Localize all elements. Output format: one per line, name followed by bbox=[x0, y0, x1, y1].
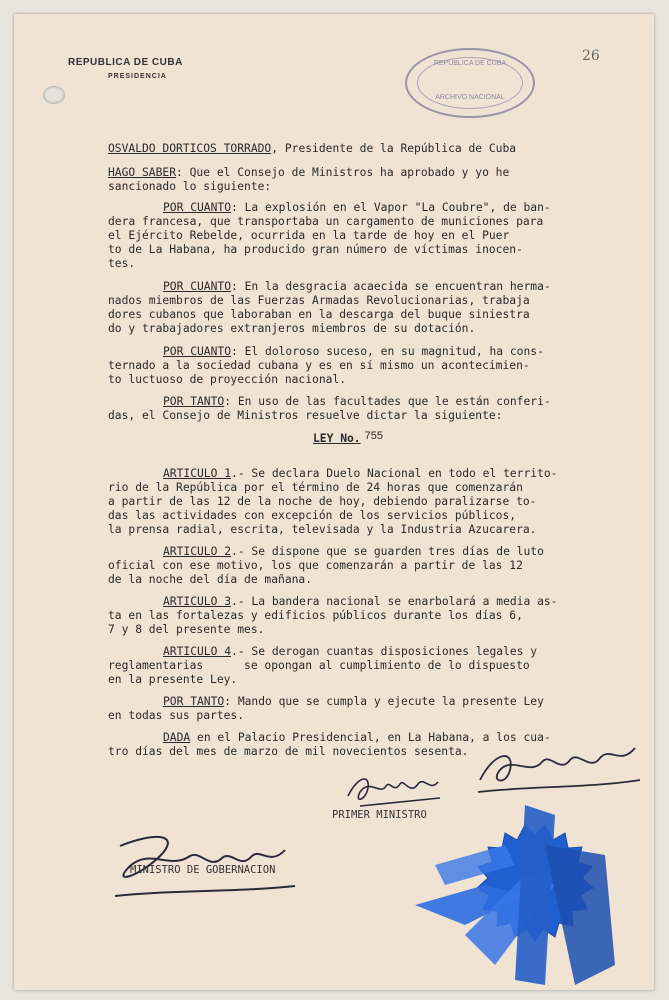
text-line: oficial con ese motivo, los que comenzarán a partir de las 12 bbox=[108, 559, 523, 572]
text-line: POR CUANTO: El doloroso suceso, en su magnitud, ha cons- bbox=[163, 345, 544, 358]
text-line: POR CUANTO: En la desgracia acaecida se encuentran herma- bbox=[163, 280, 551, 293]
text-line: tro días del mes de marzo de mil novecientos sesenta. bbox=[108, 745, 469, 758]
text-line: OSVALDO DORTICOS TORRADO, Presidente de la República de Cuba bbox=[108, 142, 517, 155]
text-line: to luctuoso de proyección nacional. bbox=[108, 373, 347, 386]
text-line: en la presente Ley. bbox=[108, 673, 238, 686]
text-line: das las actividades con excepción de los servicios públicos, bbox=[108, 509, 517, 522]
text-line: to de La Habana, ha producido gran número de víctimas inocen- bbox=[108, 243, 523, 256]
text-line: POR TANTO: En uso de las facultades que le están conferi- bbox=[163, 395, 551, 408]
text-line: dores cubanos que laboraban en la descarga del buque siniestra bbox=[108, 308, 530, 321]
text-line: HAGO SABER: Que el Consejo de Ministros ha aprobado y yo he bbox=[108, 166, 510, 179]
text-line: das, el Consejo de Ministros resuelve dictar la siguiente: bbox=[108, 409, 503, 422]
punch-hole bbox=[43, 86, 65, 104]
text-line: rio de la República por el término de 24 horas que comenzarán bbox=[108, 481, 523, 494]
text-line: el Ejército Rebelde, ocurrida en la tarde de hoy en el Puer bbox=[108, 229, 510, 242]
text-line: do y trabajadores extranjeros miembros de su dotación. bbox=[108, 322, 476, 335]
law-number-heading: LEY No. 755 bbox=[313, 430, 383, 445]
letterhead-republic: REPUBLICA DE CUBA bbox=[68, 57, 183, 68]
text-line: ARTICULO 1.- Se declara Duelo Nacional en todo el territo- bbox=[163, 467, 558, 480]
text-line: ARTICULO 2.- Se dispone que se guarden tres días de luto bbox=[163, 545, 544, 558]
text-line: 7 y 8 del presente mes. bbox=[108, 623, 265, 636]
text-line: dera francesa, que transportaba un cargamento de municiones para bbox=[108, 215, 544, 228]
text-line: nados miembros de las Fuerzas Armadas Revolucionarias, trabaja bbox=[108, 294, 530, 307]
blue-ribbon-seal bbox=[405, 785, 635, 990]
letterhead-office: PRESIDENCIA bbox=[108, 73, 167, 80]
text-line: ternado a la sociedad cubana y es en sí mismo un acontecimien- bbox=[108, 359, 530, 372]
text-line: ARTICULO 3.- La bandera nacional se enarbolará a media as- bbox=[163, 595, 558, 608]
text-line: DADA en el Palacio Presidencial, en La Habana, a los cua- bbox=[163, 731, 551, 744]
stamp-bottom-text: ARCHIVO NACIONAL bbox=[435, 94, 505, 101]
stamp-top-text: REPUBLICA DE CUBA bbox=[433, 60, 507, 67]
text-line: sancionado lo siguiente: bbox=[108, 180, 272, 193]
archive-stamp bbox=[405, 48, 535, 118]
text-line: POR TANTO: Mando que se cumpla y ejecute la presente Ley bbox=[163, 695, 544, 708]
text-line: a partir de las 12 de la noche de hoy, debiendo paralizarse to- bbox=[108, 495, 537, 508]
text-line: ta en las fortalezas y edificios públicos durante los días 6, bbox=[108, 609, 523, 622]
text-line: tes. bbox=[108, 257, 136, 270]
text-line: reglamentarias se opongan al cumplimiento de lo dispuesto bbox=[108, 659, 530, 672]
text-line: de la noche del día de mañana. bbox=[108, 573, 313, 586]
text-line: en todas sus partes. bbox=[108, 709, 245, 722]
page-number: 26 bbox=[582, 48, 600, 64]
interior-minister-label: MINISTRO DE GOBERNACION bbox=[130, 864, 276, 876]
text-line: POR CUANTO: La explosión en el Vapor "La Coubre", de ban- bbox=[163, 201, 551, 214]
prime-minister-label: PRIMER MINISTRO bbox=[332, 809, 427, 821]
text-line: ARTICULO 4.- Se derogan cuantas disposiciones legales y bbox=[163, 645, 538, 658]
text-line: la prensa radial, escrita, televisada y la Industria Azucarera. bbox=[108, 523, 537, 536]
